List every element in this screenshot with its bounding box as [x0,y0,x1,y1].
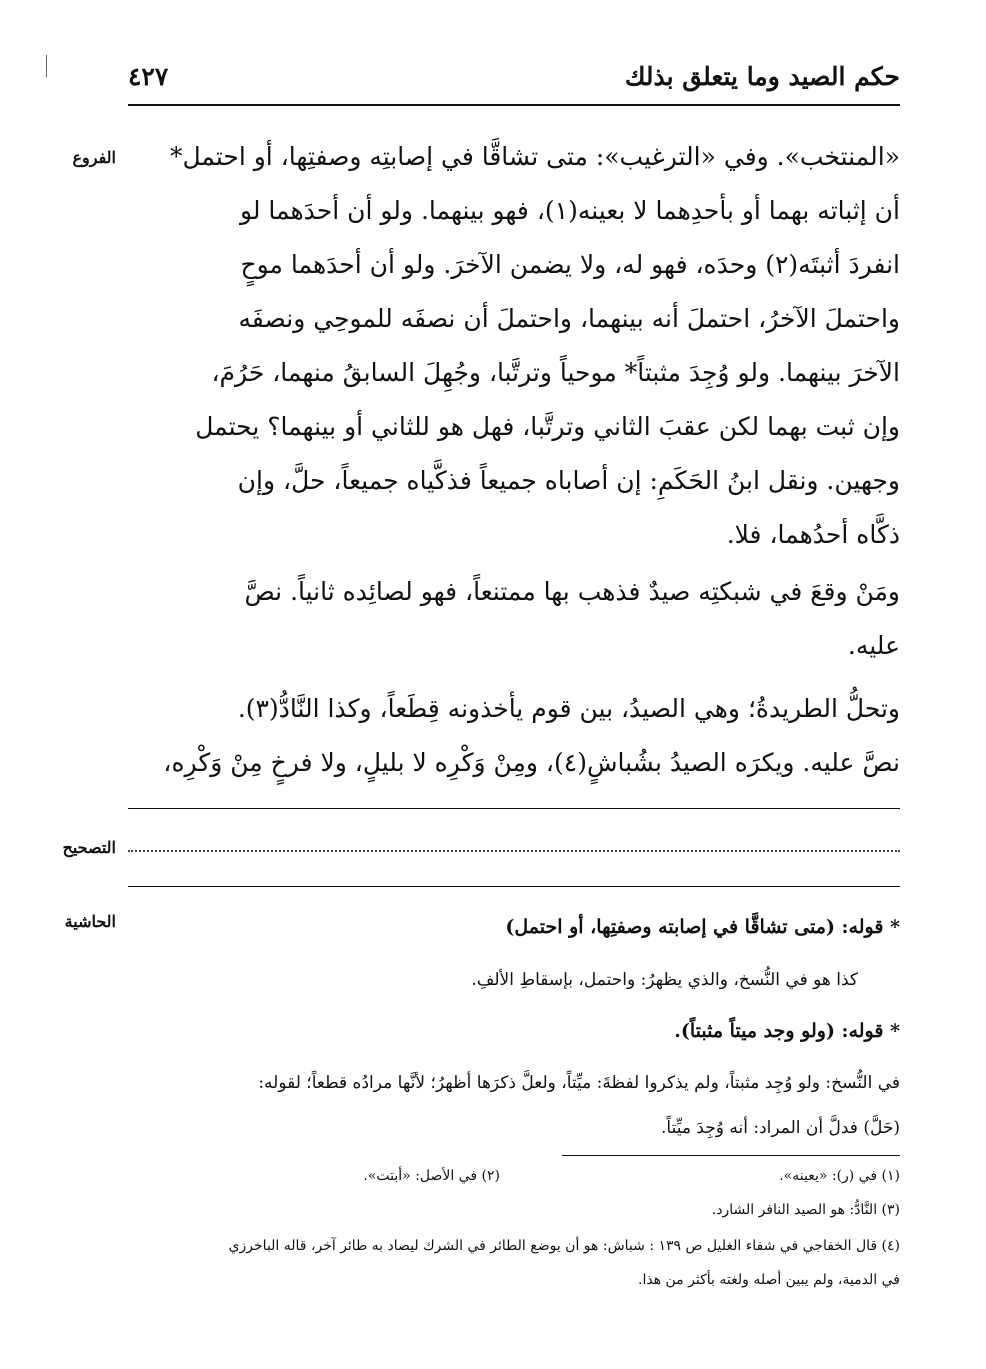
correction-dotted-line [128,850,900,852]
running-header-title: حكم الصيد وما يتعلق بذلك [624,62,900,91]
text-line: ذكَّاه أحدُهما، فلا. [726,520,900,549]
text-line: انفردَ أثبتَه(٢) وحدَه، فهو له، ولا يضمن الآخرَ. ولو أن أحدَهما موحٍ [240,250,900,279]
hashiya-note-2-heading: * قوله: (ولو وجد ميتاً مثبتاً). [674,1020,900,1042]
text-line: الآخرَ بينهما. ولو وُجِدَ مثبتاً* موحياً وترتَّبا، وجُهِلَ السابقُ منهما، حَرُمَ، [211,358,900,387]
footnote-3: (٣) النَّادُّ: هو الصيد النافر الشارد. [711,1202,900,1218]
header-rule [128,104,900,106]
side-label-furoo: الفروع [72,148,116,167]
footnote-2: (٢) في الأصل: «أبتت». [363,1168,500,1184]
section-rule [128,886,900,887]
footnote-1: (١) في (ر): «يعينه». [779,1168,900,1184]
text-line: واحتملَ الآخرُ، احتملَ أنه بينهما، واحتملَ أن نصفَه للموحِي ونصفَه [238,304,900,333]
side-label-tasheeh: التصحيح [62,838,116,857]
text-line: وتحلُّ الطريدةُ؛ وهي الصيدُ، بين قوم يأخذونه قِطَعاً، وكذا النَّادُّ(٣). [237,694,900,723]
footnote-4: (٤) قال الخفاجي في شفاء الغليل ص ١٣٩ : شباش: هو أن يوضع الطائر في الشرك ليصاد به طائر آخر، قاله الباخرزي [228,1238,900,1254]
side-label-hashiya: الحاشية [64,912,116,931]
hashiya-note-2-body: في النُّسخ: ولو وُجِد مثبتاً، ولم يذكروا لفظةَ: ميِّتاً، ولعلَّ ذكرَها أظهرُ؛ لأنَّها مرادُه قطعاً؛ لقوله: [258,1073,900,1093]
main-paragraph-2 [130,565,900,673]
hashiya-note-2-body: (حَلَّ) فدلَّ أن المراد: أنه وُجِدَ ميِّتاً. [661,1118,900,1138]
main-paragraph-3 [130,682,900,790]
footnote-4-continued: في الدمية، ولم يبين أصله ولغته بأكثر من هذا. [638,1272,900,1288]
text-line: وجهين. ونقل ابنُ الحَكَمِ: إن أصاباه جميعاً فذكَّياه جميعاً، حلَّ، وإن [237,466,900,495]
text-line: وإن ثبت بهما لكن عقبَ الثاني وترتَّبا، فهل هو للثاني أو بينهما؟ يحتمل [195,412,900,441]
margin-mark [46,55,47,77]
footnote-separator [562,1155,900,1156]
section-rule [128,808,900,809]
text-line: نصَّ عليه. ويكرَه الصيدُ بشُباشٍ(٤)، ومِنْ وَكْرِه لا بليلٍ، ولا فرخٍ مِنْ وَكْرِه، [163,748,900,777]
hashiya-note-1-heading: * قوله: (متى تشاقَّا في إصابته وصفتِها، أو احتمل) [505,916,900,938]
hashiya-note-1-body: كذا هو في النُّسخ، والذي يظهرُ: واحتمل، بإسقاطِ الألفِ. [471,970,858,990]
main-paragraph-1 [130,130,900,562]
page-number: ٤٢٧ [128,62,169,91]
text-line: ومَنْ وقعَ في شبكتِه صيدٌ فذهب بها ممتنعاً، فهو لصائِده ثانياً. نصَّ [244,577,900,606]
text-line: أن إثباته بهما أو بأحدِهما لا بعينه(١)، فهو بينهما. ولو أن أحدَهما لو [239,196,900,225]
text-line: عليه. [847,631,900,660]
text-line: «المنتخب». وفي «الترغيب»: متى تشاقَّا في إصابتِه وصفتِها، أو احتمل* [169,142,900,171]
